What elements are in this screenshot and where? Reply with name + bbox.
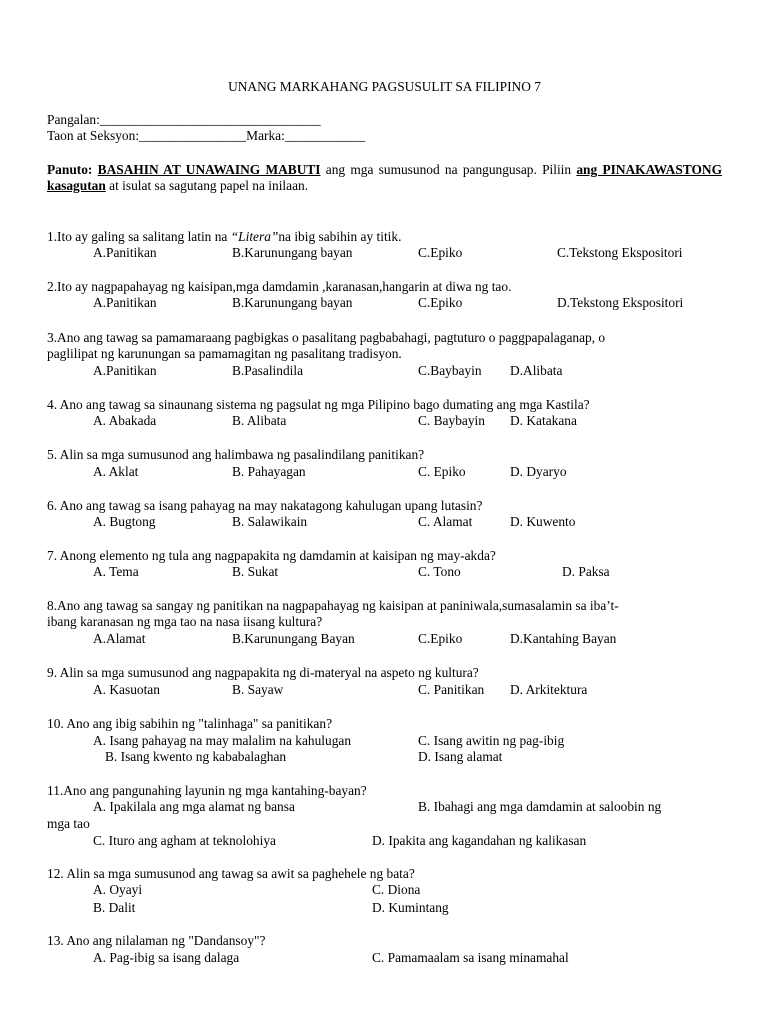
choice: B. Pahayagan (232, 464, 306, 479)
choice: D. Ipakita ang kagandahan ng kalikasan (372, 833, 587, 848)
choice: A.Panitikan (93, 245, 157, 260)
instructions-text-end: at isulat sa sagutang papel na inilaan. (105, 178, 309, 193)
question-12: 12. Alin sa mga sumusunod ang tawag sa awit sa paghehele ng bata? (47, 866, 415, 881)
question-6: 6. Ano ang tawag sa isang pahayag na may nakatagong kahulugan upang lutasin? (47, 498, 483, 513)
choice: A. Aklat (93, 464, 139, 479)
choice: C. Diona (372, 882, 421, 897)
choice: B.Pasalindila (232, 363, 304, 378)
question-1: 1.Ito ay galing sa salitang latin na “Litera”na ibig sabihin ay titik. (47, 229, 402, 244)
choice: D. Arkitektura (510, 682, 588, 697)
choice: C.Tekstong Ekspositori (557, 245, 683, 260)
question-8-cont: ibang karanasan ng mga tao na nasa iisang kultura? (47, 614, 323, 629)
choice: D. Paksa (562, 564, 610, 579)
choice: D. Kuwento (510, 514, 576, 529)
choice: A. Ipakilala ang mga alamat ng bansa (93, 799, 295, 814)
choice: C.Baybayin (418, 363, 482, 378)
question-5: 5. Alin sa mga sumusunod ang halimbawa ng pasalindilang panitikan? (47, 447, 425, 462)
choice: B.Karunungang bayan (232, 245, 353, 260)
choice: B. Sayaw (232, 682, 284, 697)
choice: D.Kantahing Bayan (510, 631, 617, 646)
choice: A. Oyayi (93, 882, 143, 897)
choice: B. Ibahagi ang mga damdamin at saloobin ng (418, 799, 662, 814)
question-8: 8.Ano ang tawag sa sangay ng panitikan na nagpapahayag ng kaisipan at paniniwala,sumasalamin sa iba’t- (47, 598, 619, 613)
choice-continuation: mga tao (47, 816, 90, 831)
choice: A. Tema (93, 564, 139, 579)
choice: B. Dalit (93, 900, 136, 915)
exam-title: UNANG MARKAHANG PAGSUSULIT SA FILIPINO 7 (228, 79, 541, 94)
choice: A. Bugtong (93, 514, 156, 529)
question-2: 2.Ito ay nagpapahayag ng kaisipan,mga damdamin ,karanasan,hangarin at diwa ng tao. (47, 279, 512, 294)
choice: B. Alibata (232, 413, 287, 428)
choice: C.Epiko (418, 245, 463, 260)
choice: A. Kasuotan (93, 682, 160, 697)
choice: C.Epiko (418, 295, 463, 310)
question-7: 7. Anong elemento ng tula ang nagpapakita ng damdamin at kaisipan ng may-akda? (47, 548, 496, 563)
question-13: 13. Ano ang nilalaman ng "Dandansoy"? (47, 933, 266, 948)
instructions-emphasis-answer: ang PINAKAWASTONG kasagutan (47, 162, 722, 193)
choice: C. Pamamaalam sa isang minamahal (372, 950, 569, 965)
question-3: 3.Ano ang tawag sa pamamaraang pagbigkas o pasalitang pagbabahagi, pagtuturo o paggpapalaganap, o (47, 330, 606, 345)
question-10: 10. Ano ang ibig sabihin ng "talinhaga" sa panitikan? (47, 716, 333, 731)
choice: A. Isang pahayag na may malalim na kahulugan (93, 733, 352, 748)
choice: A.Panitikan (93, 295, 157, 310)
choice: A. Abakada (93, 413, 157, 428)
question-9: 9. Alin sa mga sumusunod ang nagpapakita ng di-materyal na aspeto ng kultura? (47, 665, 479, 680)
choice: D.Tekstong Ekspositori (557, 295, 684, 310)
choice: B. Isang kwento ng kababalaghan (105, 749, 287, 764)
section-grade-field: Taon at Seksyon:________________Marka:____________ (47, 128, 366, 143)
instructions-emphasis-read: BASAHIN AT UNAWAING MABUTI (97, 162, 321, 177)
choice: D. Katakana (510, 413, 577, 428)
choice: C. Tono (418, 564, 461, 579)
instructions-text: ang mga sumusunod na pangungusap. Piliin (320, 162, 577, 177)
choice: C. Isang awitin ng pag-ibig (418, 733, 565, 748)
choice: C. Ituro ang agham at teknolohiya (93, 833, 276, 848)
choice: A.Panitikan (93, 363, 157, 378)
choice: B. Sukat (232, 564, 279, 579)
choice: A.Alamat (93, 631, 146, 646)
choice: D. Isang alamat (418, 749, 503, 764)
instructions (47, 162, 722, 194)
question-11: 11.Ano ang pangunahing layunin ng mga kantahing-bayan? (47, 783, 367, 798)
choice: D. Dyaryo (510, 464, 567, 479)
choice: B.Karunungang bayan (232, 295, 353, 310)
choice: C. Alamat (418, 514, 473, 529)
question-4: 4. Ano ang tawag sa sinaunang sistema ng pagsulat ng mga Pilipino bago dumating ang mga Kastila? (47, 397, 590, 412)
choice: C.Epiko (418, 631, 463, 646)
choice: A. Pag-ibig sa isang dalaga (93, 950, 240, 965)
choice: C. Panitikan (418, 682, 485, 697)
choice: B. Salawikain (232, 514, 308, 529)
question-3-cont: paglilipat ng karunungan sa pamamagitan ng pasalitang tradisyon. (47, 346, 402, 361)
instructions-label: Panuto: (47, 162, 93, 177)
choice: D. Kumintang (372, 900, 449, 915)
choice: D.Alibata (510, 363, 563, 378)
name-field: Pangalan:_________________________________ (47, 112, 321, 127)
choice: C. Baybayin (418, 413, 485, 428)
choice: B.Karunungang Bayan (232, 631, 355, 646)
choice: C. Epiko (418, 464, 466, 479)
